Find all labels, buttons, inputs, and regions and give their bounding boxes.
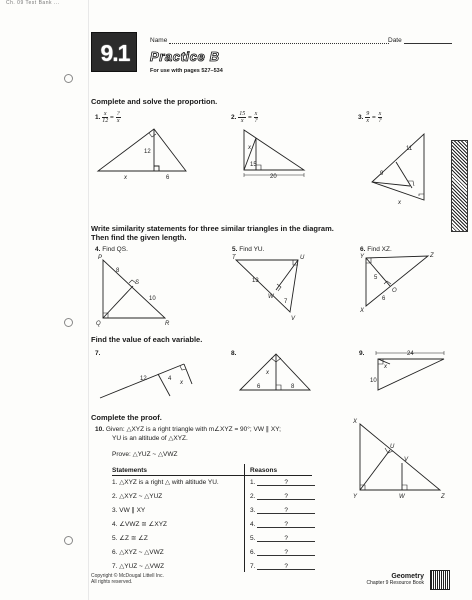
proof-statement-text: △YUZ ~ △VWZ <box>119 563 165 570</box>
name-field[interactable] <box>150 37 389 44</box>
date-label: Date <box>388 37 402 44</box>
problem-7-number: 7. <box>95 350 101 357</box>
problem-4-prompt <box>95 246 128 253</box>
corner-barcode-pattern <box>430 570 450 590</box>
prove-statement: Prove: △YUZ ~ △VWZ <box>112 451 178 458</box>
problem-3-prompt: 3. $\frac{9}{x}$ = x ? <box>358 111 382 124</box>
problem-4-number: 4. <box>95 246 101 253</box>
proof-reason-7[interactable] <box>250 563 315 570</box>
problem-4-label-S: S <box>135 280 140 286</box>
problem-7-label-b: x <box>180 380 183 386</box>
proof-reason-blank[interactable] <box>257 521 315 528</box>
proof-reason-blank[interactable] <box>257 507 315 514</box>
problem-10-number: 10. <box>95 426 105 433</box>
problem-8-label-a: x <box>266 370 269 376</box>
proof-statement-text: ∠Z ≅ ∠Z <box>119 535 148 542</box>
proof-reason-placeholder: ? <box>284 493 289 501</box>
proof-statement-text: VW ∥ XY <box>119 507 146 514</box>
problem-1-diagram <box>96 124 188 181</box>
problem-6-number: 6. <box>360 246 366 253</box>
proof-statement-number: 2. <box>112 493 118 500</box>
proof-statement-4 <box>112 521 167 528</box>
proof-reason-1[interactable] <box>250 479 315 486</box>
problem-4-label-a: 8 <box>116 268 120 274</box>
section2-instruction-line2: Then find the given length. <box>91 233 187 242</box>
problem-6-label-O: O <box>392 288 397 294</box>
section2-instruction-line1: Write similarity statements for three similar triangles in the diagram. <box>91 224 334 233</box>
proof-statement-text: ∠VWZ ≅ ∠XYZ <box>119 521 168 528</box>
problem-3-label-a: 11 <box>406 146 413 152</box>
book-title: Geometry <box>391 573 424 580</box>
punch-hole-top <box>64 74 73 83</box>
problem-2-lhs-fraction: $\frac{15}{x}$ <box>239 111 246 124</box>
proof-reason-placeholder: ? <box>284 535 289 543</box>
problem-6-label-X: X <box>360 308 365 314</box>
proof-reason-4[interactable] <box>250 521 315 528</box>
problem-1-rhs-fraction: ? x <box>116 111 120 124</box>
problem-5-label-W: W <box>268 294 274 300</box>
proof-reason-blank[interactable] <box>257 549 315 556</box>
proof-label-Y: Y <box>353 494 358 500</box>
problem-3-rhs-fraction: x ? <box>378 111 382 124</box>
proof-reason-number: 7. <box>250 563 256 570</box>
proof-statement-text: △XYZ ~ △VWZ <box>119 549 164 556</box>
problem-1-lhs-fraction: $\frac{x}{12}$ <box>102 111 109 124</box>
problem-8-diagram <box>236 352 314 396</box>
proof-reason-5[interactable] <box>250 535 315 542</box>
proof-reason-blank[interactable] <box>257 493 315 500</box>
proof-statement-5 <box>112 535 148 542</box>
problem-7-label-c: 4 <box>168 376 172 382</box>
statements-header: Statements <box>112 467 148 474</box>
proof-statement-1 <box>112 479 219 486</box>
proof-reason-number: 4. <box>250 521 256 528</box>
practice-title: Practice B <box>150 49 220 64</box>
problem-6-diagram <box>358 252 442 314</box>
problem-1-prompt: 1. $\frac{x}{12}$ = ? x <box>95 111 120 124</box>
problem-2-prompt: 2. $\frac{15}{x}$ = x ? <box>231 111 258 124</box>
section1-instruction: Complete and solve the proportion. <box>91 97 218 106</box>
proof-statement-number: 1. <box>112 479 118 486</box>
problem-1-label-a: 12 <box>144 149 151 155</box>
proof-reason-blank[interactable] <box>257 535 315 542</box>
problem-4-label-Q: Q <box>96 321 101 327</box>
problem-9-label-b: x <box>384 364 387 370</box>
problem-9-number: 9. <box>359 350 365 357</box>
punch-hole-bottom <box>64 536 73 545</box>
proof-statement-number: 7. <box>112 563 118 570</box>
proof-reason-number: 5. <box>250 535 256 542</box>
page-fold-line <box>88 0 89 600</box>
proof-statement-7 <box>112 563 164 570</box>
proof-reason-blank[interactable] <box>257 479 315 486</box>
lesson-number: 9.1 <box>100 40 130 66</box>
proof-reason-3[interactable] <box>250 507 315 514</box>
proof-statement-3 <box>112 507 145 514</box>
problem-6-label-Z: Z <box>430 253 434 259</box>
problem-8-number: 8. <box>231 350 237 357</box>
problem-9-label-c: 10 <box>370 378 377 384</box>
section4-instruction: Complete the proof. <box>91 413 162 422</box>
problem-4-text: Find QS. <box>102 246 128 253</box>
problem-9-label-a: 24 <box>407 351 414 357</box>
proof-reason-placeholder: ? <box>284 521 289 529</box>
problem-5-diagram <box>230 254 314 322</box>
proof-reason-6[interactable] <box>250 549 315 556</box>
problem-6-label-Y: Y <box>360 254 365 260</box>
margin-pattern-strip <box>451 140 468 232</box>
proof-reason-placeholder: ? <box>284 479 289 487</box>
proof-label-Z: Z <box>441 494 445 500</box>
proof-statement-number: 5. <box>112 535 118 542</box>
copyright-line-2: All rights reserved. <box>91 579 133 585</box>
problem-3-number: 3. <box>358 114 364 122</box>
date-field[interactable] <box>388 37 452 44</box>
proof-table-header-rule <box>112 475 312 476</box>
proof-reason-number: 3. <box>250 507 256 514</box>
proof-statement-number: 4. <box>112 521 118 528</box>
problem-2-label-a: x <box>248 145 251 151</box>
problem-4-label-R: R <box>165 321 170 327</box>
problem-3-label-c: x <box>398 200 401 206</box>
problem-5-prompt <box>232 246 264 253</box>
proof-statement-6 <box>112 549 164 556</box>
problem-2-diagram <box>230 126 310 178</box>
problem-8-label-b: 6 <box>257 384 261 390</box>
copyright-line-1: Copyright © McDougal Littell Inc. <box>91 573 164 579</box>
proof-reason-number: 6. <box>250 549 256 556</box>
problem-5-number: 5. <box>232 246 238 253</box>
problem-9-diagram <box>364 348 448 398</box>
proof-statement-number: 3. <box>112 507 118 514</box>
problem-4-label-P: P <box>98 255 103 261</box>
problem-4-label-b: 10 <box>149 296 156 302</box>
proof-statement-text: △XYZ is a right △ with altitude YU. <box>119 479 219 486</box>
scan-header-noise: Ch. 09 Test Bank ... <box>6 0 60 6</box>
problem-5-label-V: V <box>291 316 296 322</box>
punch-hole-middle <box>64 318 73 327</box>
proof-reason-placeholder: ? <box>284 507 289 515</box>
proof-statement-text: △XYZ ~ △YUZ <box>119 493 163 500</box>
proof-label-W: W <box>399 494 405 500</box>
given-line-1: Given: △XYZ is a right triangle with m∠XYZ = 90°; VW ∥ XY; <box>105 426 281 433</box>
problem-2-rhs-fraction: x ? <box>254 111 258 124</box>
problem-5-label-a: 13 <box>252 278 259 284</box>
proof-statement-2 <box>112 493 162 500</box>
problem-1-label-c: 6 <box>166 175 170 181</box>
problem-6-label-b: 6 <box>382 296 386 302</box>
proof-reason-placeholder: ? <box>284 549 289 557</box>
proof-table-divider <box>244 464 245 572</box>
problem-1-number: 1. <box>95 114 101 122</box>
book-subtitle: Chapter 9 Resource Book <box>366 580 424 586</box>
problem-8-label-c: 8 <box>291 384 295 390</box>
problem-2-label-b: 15 <box>250 162 257 168</box>
section3-instruction: Find the value of each variable. <box>91 335 203 344</box>
name-label: Name <box>150 37 168 44</box>
problem-7-diagram <box>96 356 196 404</box>
given-line-2: YU is an altitude of △XYZ. <box>112 435 188 442</box>
problem-2-number: 2. <box>231 114 237 122</box>
proof-label-U: U <box>390 444 395 450</box>
problem-5-label-U: U <box>300 255 305 261</box>
problem-3-lhs-fraction: $\frac{9}{x}$ <box>366 111 370 124</box>
reasons-header: Reasons <box>250 467 278 474</box>
proof-reason-placeholder: ? <box>284 563 289 571</box>
problem-5-label-T: T <box>232 255 236 261</box>
problem-10-given <box>95 426 281 433</box>
problem-5-text: Find YU. <box>239 246 265 253</box>
problem-2-label-c: 20 <box>270 174 277 180</box>
proof-label-X: X <box>353 419 358 425</box>
problem-1-label-b: x <box>124 175 127 181</box>
lesson-badge <box>91 32 137 72</box>
problem-3-diagram <box>368 128 432 206</box>
problem-3-label-b: 9 <box>380 171 384 177</box>
proof-statement-number: 6. <box>112 549 118 556</box>
problem-7-label-a: 12 <box>140 376 147 382</box>
problem-6-label-a: 5 <box>374 275 378 281</box>
problem-6-text: Find XZ. <box>367 246 392 253</box>
proof-reason-number: 2. <box>250 493 256 500</box>
proof-diagram <box>350 418 450 500</box>
proof-label-V: V <box>404 457 409 463</box>
proof-reason-blank[interactable] <box>257 563 315 570</box>
proof-reason-number: 1. <box>250 479 256 486</box>
problem-5-label-b: 7 <box>284 299 288 305</box>
proof-reason-2[interactable] <box>250 493 315 500</box>
pages-note: For use with pages 527–534 <box>150 68 223 74</box>
problem-4-diagram <box>93 254 173 326</box>
